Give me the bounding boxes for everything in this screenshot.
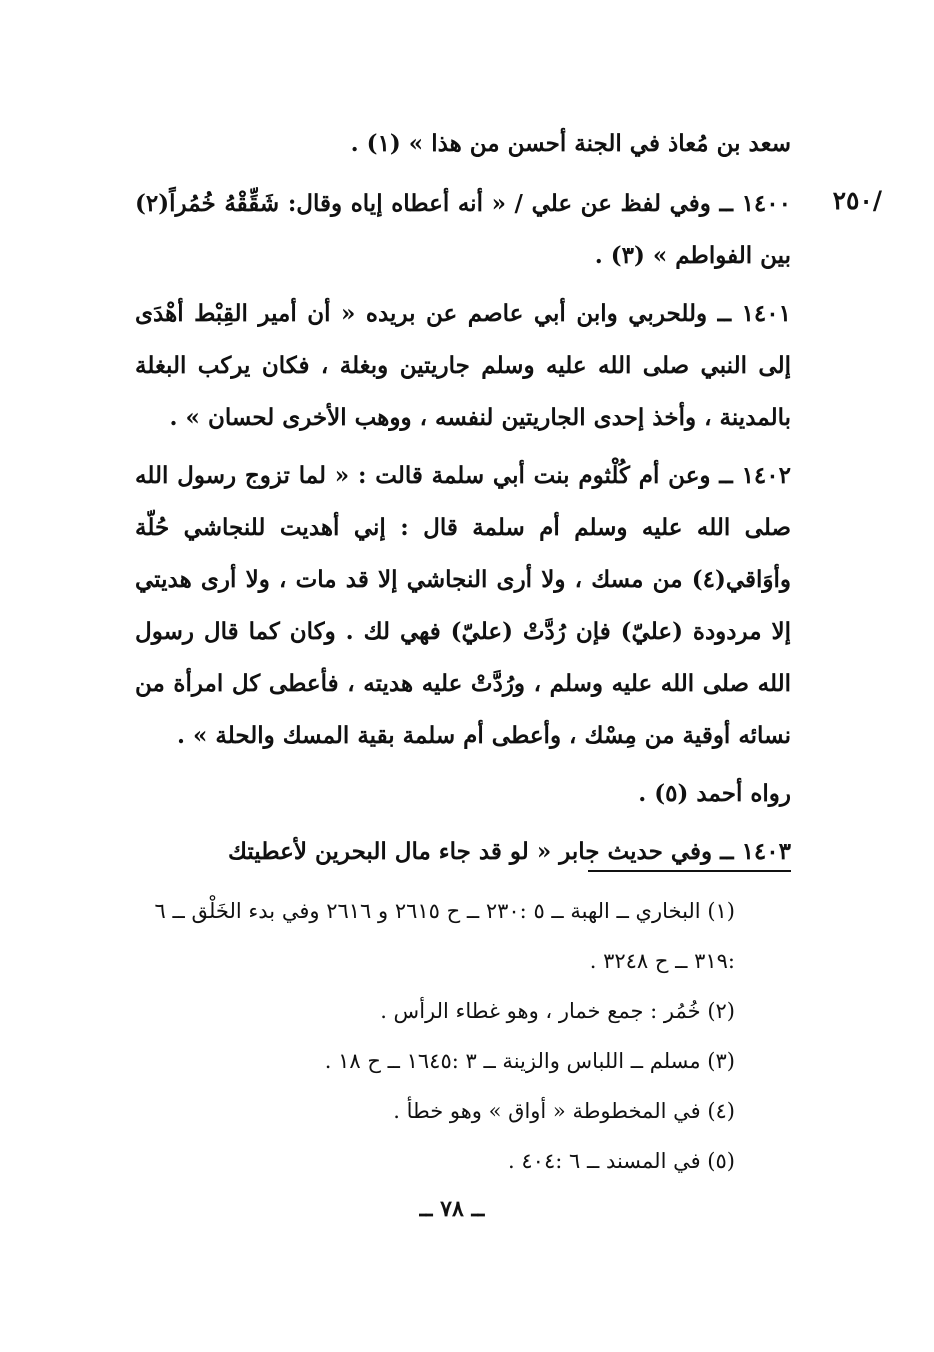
- footnote-4: (٤) في المخطوطة « أواق » وهو خطأ .: [393, 1099, 735, 1123]
- narration-note: رواه أحمد (٥) .: [638, 780, 791, 807]
- hadith-1400: ١٤٠٠ ــ وفي لفظ عن علي / « أنه أعطاه إياه وقال: شَقِّقْهُ خُمُراً(٢) بين الفواطم » (٣) .: [135, 190, 791, 269]
- hadith-1401: ١٤٠١ ــ وللحربي وابن أبي عاصم عن بريده « أن أمير القِبْط أهْدَى إلى النبي صلى الله عليه وسلم جاريتين وبغلة ، فكان يركب البغلة بالمدينة ، وأخذ إحدى الجاريتين لنفسه ، ووهب الأخرى لحسان » .: [135, 300, 791, 431]
- footnote-1: (١) البخاري ــ الهبة ــ ٥ :٢٣٠ ــ ح ٢٦١٥ و ٢٦١٦ وفي بدء الخَلْق ــ ٦ :٣١٩ ــ ح ٣٢٤٨ .: [154, 899, 735, 973]
- footnote-3: (٣) مسلم ــ اللباس والزينة ــ ٣ :١٦٤٥ ــ ح ١٨ .: [324, 1049, 735, 1073]
- hadith-1402: ١٤٠٢ ــ وعن أم كُلْثوم بنت أبي سلمة قالت : « لما تزوج رسول الله صلى الله عليه وسلم أم سلمة قال : إني أهديت للنجاشي حُلّة وأوَاقي(٤) من مسك ، ولا أرى النجاشي إلا قد مات ، ولا أرى هديتي إلا مردودة (عليّ) فإن رُدَّتْ (عليّ) فهي لك . وكان كما قال رسول الله صلى الله عليه وسلم ، ورُدَّتْ عليه هديته ، فأعطى كل امرأة من نسائه أوقية من مِسْك ، وأعطى أم سلمة بقية المسك والحلة » .: [135, 462, 791, 749]
- footnotes: [135, 886, 791, 1186]
- main-text: [135, 118, 791, 884]
- margin-folio-marker: /٢٥٠: [832, 186, 882, 215]
- paragraph-continuation: سعد بن مُعاذ في الجنة أحسن من هذا » (١) .: [350, 130, 791, 157]
- footnote-2: (٢) خُمُر : جمع خمار ، وهو غطاء الرأس .: [380, 999, 735, 1023]
- footnote-divider: [588, 870, 791, 872]
- footnote-5: (٥) في المسند ــ ٦ :٤٠٤ .: [508, 1149, 735, 1173]
- page-number: ــ ٧٨ ــ: [419, 1196, 485, 1222]
- hadith-1403: ١٤٠٣ ــ وفي حديث جابر « لو قد جاء مال البحرين لأعطيتك: [227, 838, 791, 865]
